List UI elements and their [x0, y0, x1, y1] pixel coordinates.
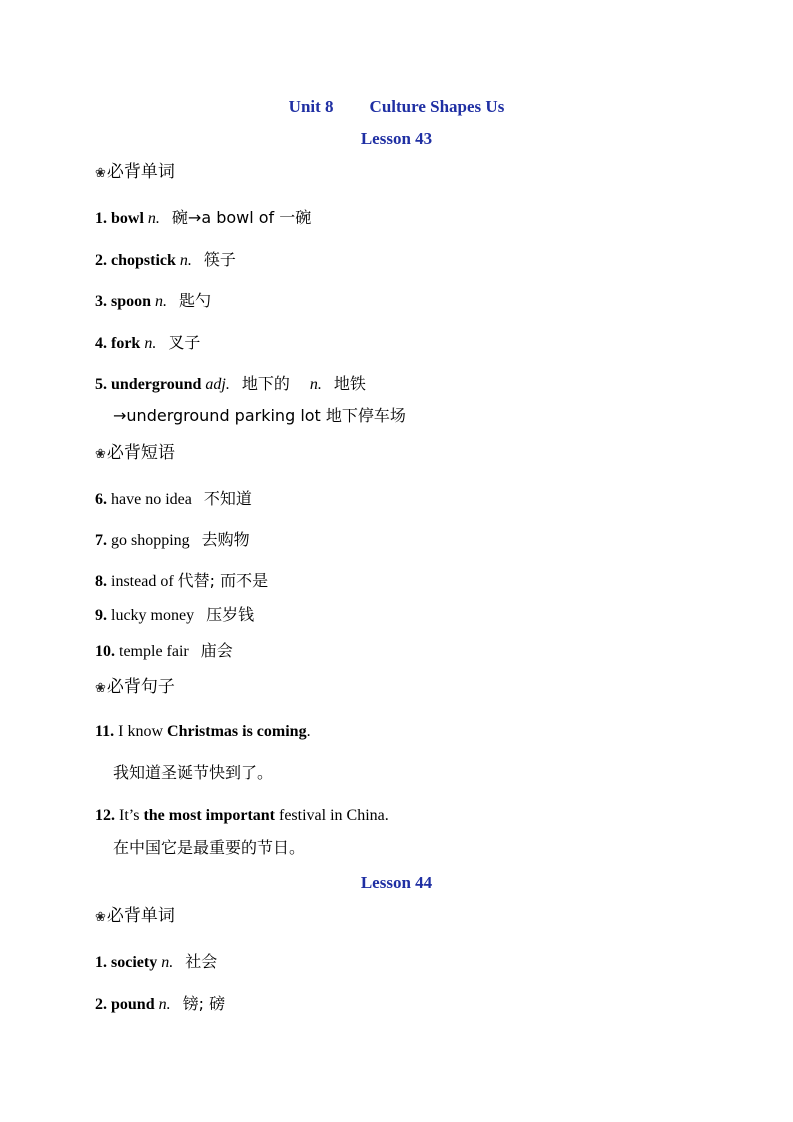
section-heading-phrases: ❀必背短语	[95, 443, 175, 463]
sentence-translation: 在中国它是最重要的节日。	[113, 838, 306, 857]
list-item: 7. go shopping 去购物	[95, 530, 250, 549]
sentence-item: 12. It’s the most important festival in China.	[95, 807, 389, 824]
list-item: 3. spoon n. 匙勺	[95, 291, 212, 310]
lesson-title: Lesson 43	[360, 129, 433, 148]
list-item: 1. bowl n. 碗→a bowl of 一碗	[95, 208, 312, 227]
sentence-translation: 我知道圣诞节快到了。	[113, 763, 274, 782]
unit-label: Unit 8	[288, 97, 334, 116]
list-item: 2. pound n. 镑; 磅	[95, 994, 226, 1013]
unit-name: Culture Shapes Us	[369, 97, 505, 116]
list-item: 1. society n. 社会	[95, 952, 218, 971]
list-item: 8. instead of 代替; 而不是	[95, 571, 269, 590]
list-item: 4. fork n. 叉子	[95, 333, 201, 352]
list-item: 2. chopstick n. 筷子	[95, 250, 236, 269]
list-item: 6. have no idea 不知道	[95, 489, 252, 508]
lesson-title: Lesson 44	[360, 873, 433, 892]
list-item: 5. underground adj. 地下的 n. 地铁	[95, 374, 366, 393]
section-heading-words: ❀必背单词	[95, 906, 175, 926]
list-item: 10. temple fair 庙会	[95, 641, 233, 660]
flower-icon: ❀	[95, 447, 106, 462]
flower-icon: ❀	[95, 910, 106, 925]
list-item-extra: →underground parking lot 地下停车场	[113, 406, 406, 425]
flower-icon: ❀	[95, 166, 106, 181]
section-heading-sentences: ❀必背句子	[95, 677, 175, 697]
unit-title	[0, 97, 793, 117]
section-heading-words: ❀必背单词	[95, 162, 175, 182]
sentence-item: 11. I know Christmas is coming.	[95, 723, 311, 740]
flower-icon: ❀	[95, 681, 106, 696]
list-item: 9. lucky money 压岁钱	[95, 605, 255, 624]
